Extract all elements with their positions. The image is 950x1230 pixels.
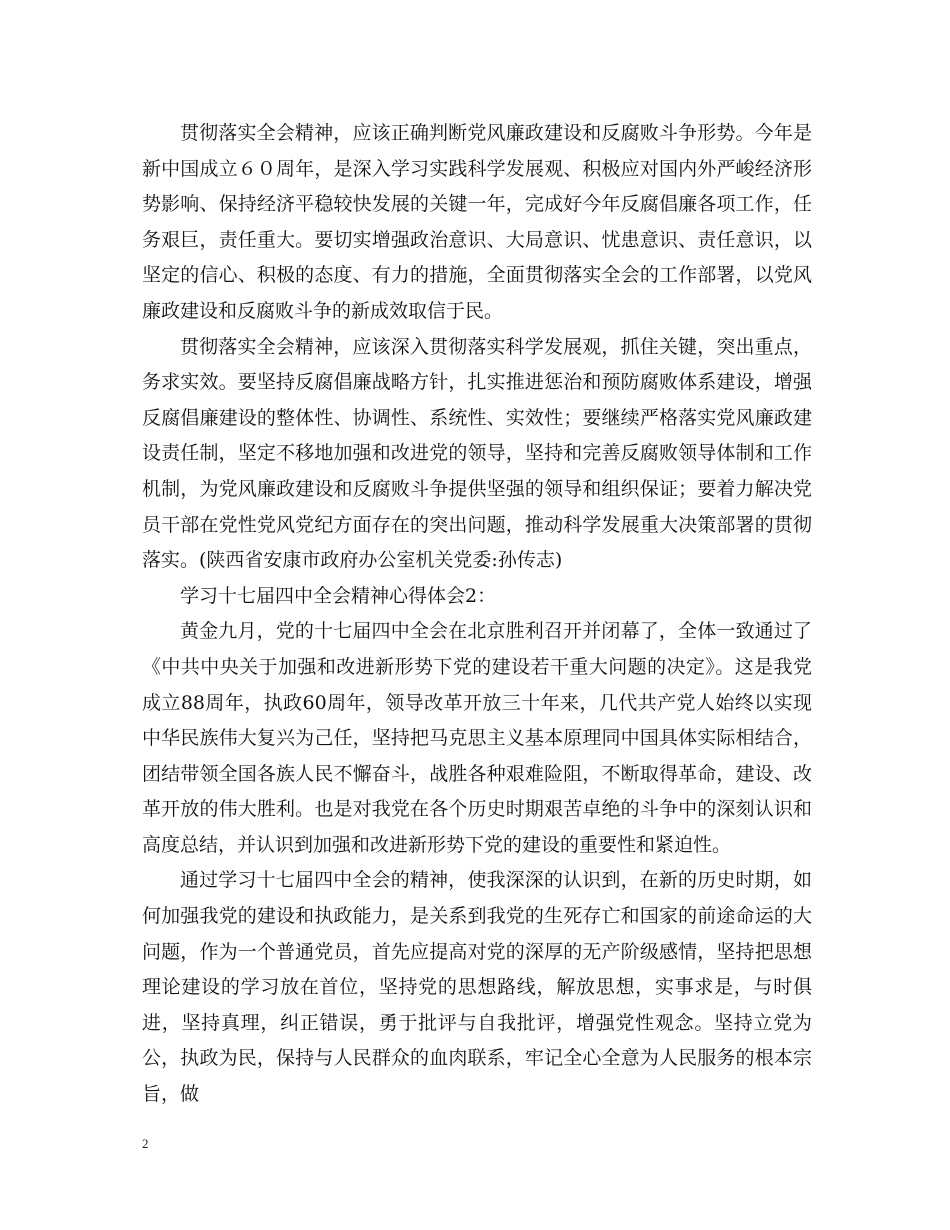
paragraph-4: 通过学习十七届四中全会的精神，使我深深的认识到，在新的历史时期，如何加强我党的建设和执政能力，是关系到我党的生死存亡和国家的前途命运的大问题，作为一个普通党员，首先应提高对党的深厚的无产阶级感情，坚持把思想理论建设的学习放在首位，坚持党的思想路线，解放思想，实事求是，与时俱进，坚持真理，纠正错误，勇于批评与自我批评，增强党性观念。坚持立党为公，执政为民，保持与人民群众的血肉联系，牢记全心全意为人民服务的根本宗旨，做 bbox=[142, 869, 812, 1106]
section-heading: 学习十七届四中全会精神心得体会2： bbox=[180, 584, 497, 607]
paragraph-3: 黄金九月，党的十七届四中全会在北京胜利召开并闭幕了，全体一致通过了《中共中央关于加强和改进新形势下党的建设若干重大问题的决定》。这是我党成立88周年，执政60周年，领导改革开放三十年来，几代共产党人始终以实现中华民族伟大复兴为己任，坚持把马克思主义基本原理同中国具体实际相结合，团结带领全国各族人民不懈奋斗，战胜各种艰难险阻，不断取得革命，建设、改革开放的伟大胜利。也是对我党在各个历史时期艰苦卓绝的斗争中的深刻认识和高度总结，并认识到加强和改进新形势下党的建设的重要性和紧迫性。 bbox=[142, 620, 812, 856]
page-number: 2 bbox=[142, 1136, 149, 1151]
paragraph-2: 贯彻落实全会精神，应该深入贯彻落实科学发展观，抓住关键，突出重点，务求实效。要坚持反腐倡廉战略方针，扎实推进惩治和预防腐败体系建设，增强反腐倡廉建设的整体性、协调性、系统性、实效性；要继续严格落实党风廉政建设责任制，坚定不移地加强和改进党的领导，坚持和完善反腐败领导体制和工作机制，为党风廉政建设和反腐败斗争提供坚强的领导和组织保证；要着力解决党员干部在党性党风党纪方面存在的突出问题，推动科学发展重大决策部署的贯彻落实。(陕西省安康市政府办公室机关党委:孙传志) bbox=[142, 335, 812, 572]
paragraph-1: 贯彻落实全会精神，应该正确判断党风廉政建设和反腐败斗争形势。今年是新中国成立６０周年，是深入学习实践科学发展观、积极应对国内外严峻经济形势影响、保持经济平稳较快发展的关键一年，完成好今年反腐倡廉各项工作，任务艰巨，责任重大。要切实增强政治意识、大局意识、忧患意识、责任意识，以坚定的信心、积极的态度、有力的措施，全面贯彻落实全会的工作部署，以党风廉政建设和反腐败斗争的新成效取信于民。 bbox=[142, 122, 812, 322]
document-body bbox=[142, 116, 812, 1113]
